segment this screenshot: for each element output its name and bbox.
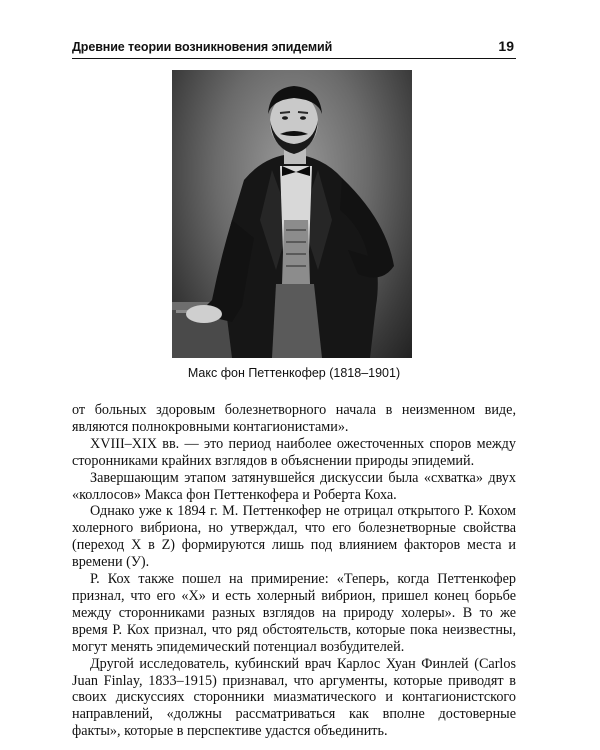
- figure-caption: Макс фон Петтенкофер (1818–1901): [187, 366, 401, 380]
- portrait-illustration: [172, 70, 412, 358]
- paragraph-2: XVIII–XIX вв. — это период наиболее ожесточенных споров между сторонниками крайних взглядов в объяснении природы эпидемий.: [72, 435, 516, 469]
- paragraph-3: Завершающим этапом затянувшейся дискуссии была «схватка» двух «коллосов» Макса фон Петтенкофера и Роберта Коха.: [72, 469, 516, 503]
- paragraph-4: Однако уже к 1894 г. М. Петтенкофер не отрицал открытого Р. Кохом холерного вибриона, но утверждал, что его болезнетворные свойства (переход X в Z) формируются лишь под влиянием факторов места и времени (У).: [72, 503, 516, 571]
- paragraph-5: Р. Кох также пошел на примирение: «Теперь, когда Петтенкофер признал, что его «X» и есть холерный вибрион, пришел конец борьбе между сторонниками разных взглядов на природу холеры». В то же время Р. Кох признал, что ряд обстоятельств, которые пока неизвестны, могут менять эпидемический потенциал возбудителей.: [72, 571, 516, 655]
- paragraph-1: от больных здоровым болезнетворного начала в неизменном виде, являются полнокровными контагионистами».: [72, 402, 516, 435]
- page-number: 19: [498, 38, 514, 54]
- running-header-title: Древние теории возникновения эпидемий: [72, 40, 333, 54]
- paragraph-6: Другой исследователь, кубинский врач Карлос Хуан Финлей (Carlos Juan Finlay, 1833–1915) признавал, что аргументы, которые приводят в своих дискуссиях сторонники миазматического и контагионистского направлений, «должны рассматриваться как вполне достоверные факты», которые в перспективе удастся объединить.: [72, 655, 516, 740]
- body-text: [72, 402, 516, 740]
- portrait-photo: [172, 70, 412, 358]
- running-header: [72, 38, 516, 59]
